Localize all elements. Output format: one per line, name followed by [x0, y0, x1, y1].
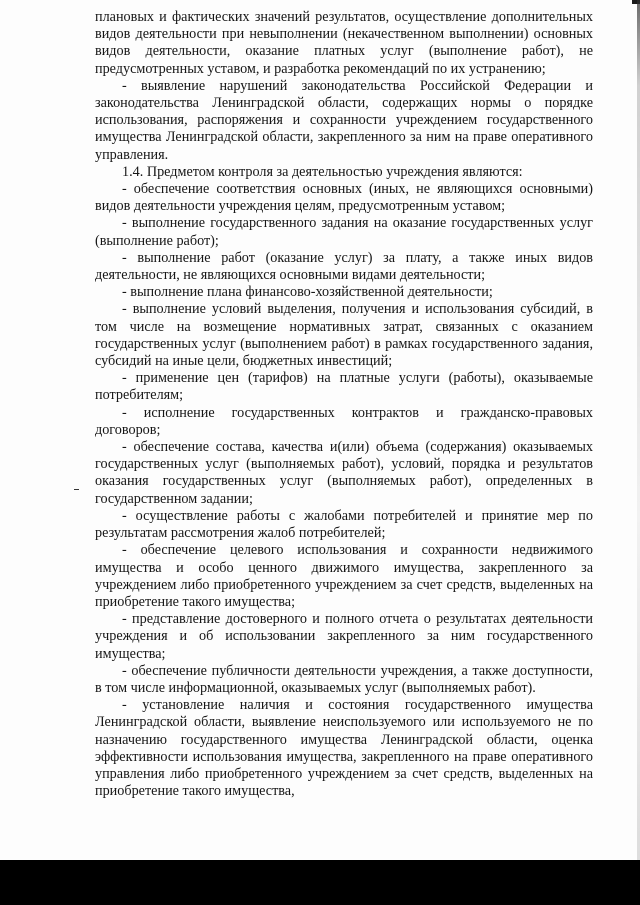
paragraph-continuation: плановых и фактических значений результатов, осуществление дополнительных видов деятельности при невыполнении (некачественном выполнении) основных видов деятельности, оказание платных услуг (выполнение работ), не предусмотренных уставом, и разработка рекомендаций по их устранению; [95, 9, 593, 77]
paragraph-violations: - выявление нарушений законодательства Российской Федерации и законодательства Ленинградской области, содержащих нормы о порядке использования, распоряжения и сохранности учреждением государственного имущества Ленинградской области, закрепленного за ним на праве оперативного управления. [95, 77, 593, 163]
list-item-prices: - применение цен (тарифов) на платные услуги (работы), оказываемые потребителям; [95, 370, 593, 404]
list-item-paid-services: - выполнение работ (оказание услуг) за плату, а также иных видов деятельности, не являющихся основными видами деятельности; [95, 249, 593, 284]
list-item-activity-compliance: - обеспечение соответствия основных (иных, не являющихся основными) видов деятельности учреждения целям, предусмотренным уставом; [95, 181, 593, 215]
list-item-subsidies: - выполнение условий выделения, получения и использования субсидий, в том числе на возмещение нормативных затрат, связанных с оказанием государственных услуг (выполнением работ) в рамках государственного задания, субсидий на иные цели, бюджетных инвестиций; [95, 301, 593, 370]
list-item-state-assignment: - выполнение государственного задания на оказание государственных услуг (выполнение работ); [95, 215, 593, 249]
list-item-complaints: - осуществление работы с жалобами потребителей и принятие мер по результатам рассмотрения жалоб потребителей; [95, 507, 593, 542]
section-heading-1-4: 1.4. Предметом контроля за деятельностью учреждения являются: [122, 163, 523, 180]
list-item-property-use: - обеспечение целевого использования и сохранности недвижимого имущества и особо ценного движимого имущества, закрепленного за учреждением либо приобретенного учреждением за счет средств, выделенных на приобретение такого имущества; [95, 542, 593, 610]
list-item-property-inventory: - установление наличия и состояния государственного имущества Ленинградской области, выявление неиспользуемого или используемого не по назначению государственного имущества Ленинградской области, оценка эффективности использования имущества, закрепленного на праве оперативного управления либо приобретенного учреждением за счет средств, выделенных на приобретение такого имущества, [95, 697, 593, 800]
list-item-service-quality: - обеспечение состава, качества и(или) объема (содержания) оказываемых государственных услуг (выполняемых работ), условий, порядка и результатов оказания государственных услуг (выполняемых работ), определенных в государственном задании; [95, 439, 593, 507]
document-body [95, 9, 593, 800]
scan-bottom-border [0, 860, 640, 905]
list-item-reporting: - представление достоверного и полного отчета о результатах деятельности учреждения и об использовании закрепленного за ним государственного имущества; [95, 611, 593, 662]
list-item-publicity: - обеспечение публичности деятельности учреждения, а также доступности, в том числе информационной, оказываемых услуг (выполняемых работ). [95, 662, 593, 696]
list-item-contracts: - исполнение государственных контрактов и гражданско-правовых договоров; [95, 404, 593, 438]
margin-mark [74, 489, 79, 490]
list-item-financial-plan: - выполнение плана финансово-хозяйственной деятельности; [122, 284, 493, 301]
